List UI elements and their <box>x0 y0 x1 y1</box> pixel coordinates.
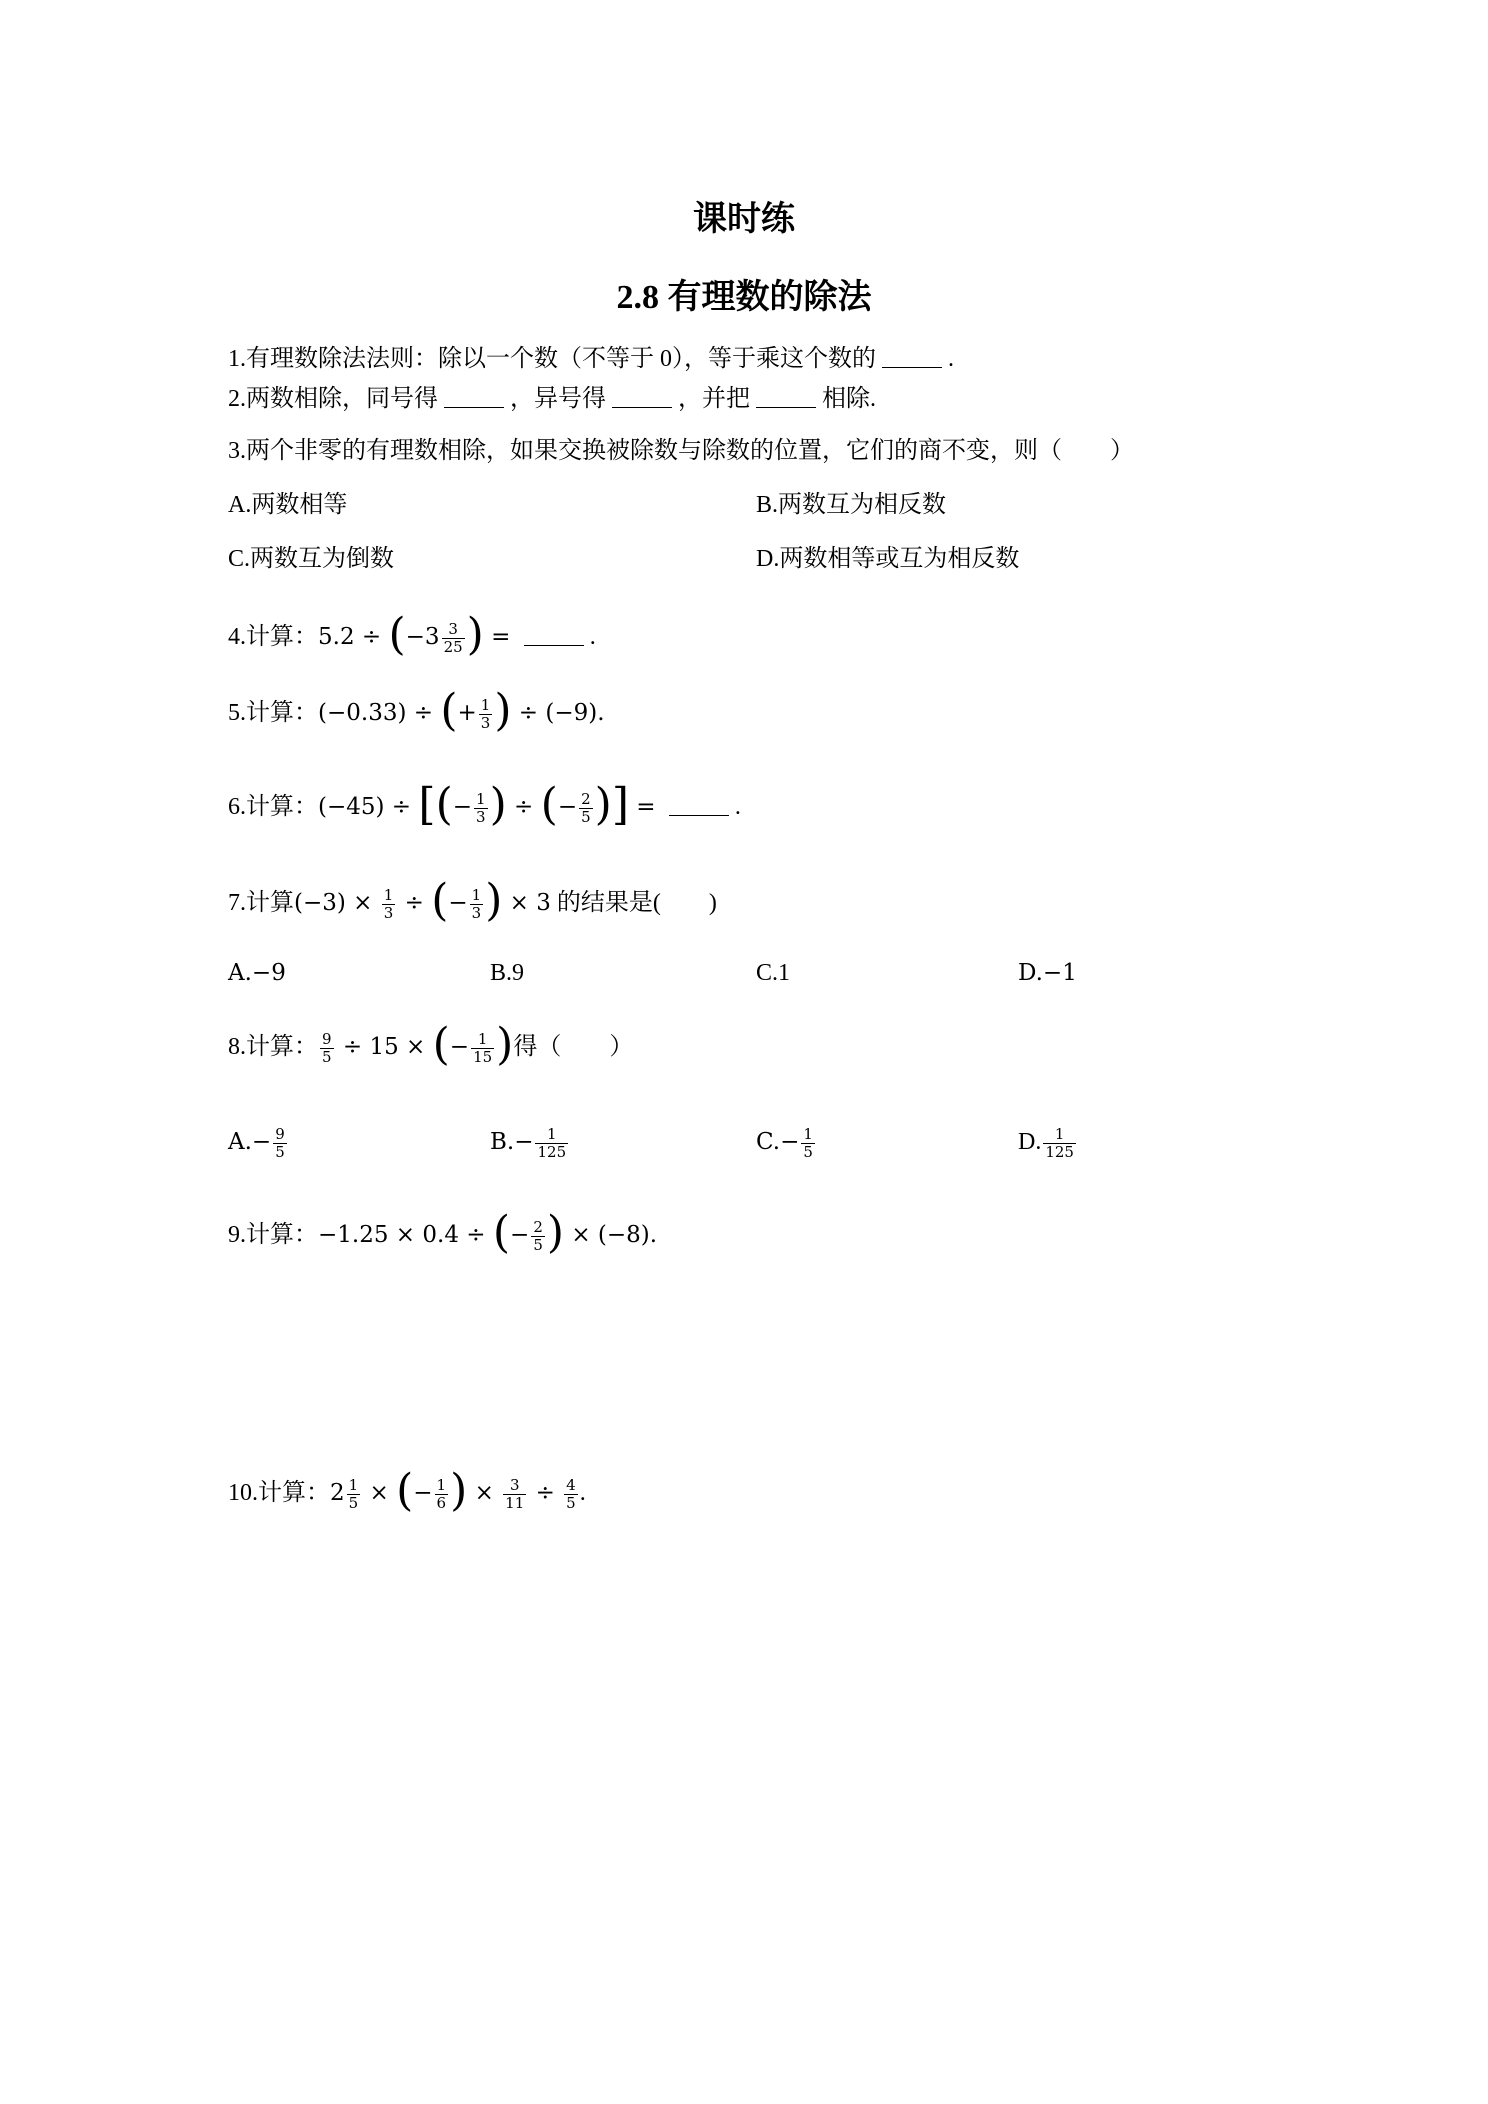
question-3: 3.两个非零的有理数相除，如果交换被除数与除数的位置，它们的商不变，则（ ） <box>228 438 1134 464</box>
fraction: $\frac{2}{5}$ <box>533 1217 543 1254</box>
answer-blank[interactable] <box>524 623 584 646</box>
question-4: 4.计算：5.2 ÷ (−3 $\frac{3}{25}$ ) = . <box>228 609 596 660</box>
answer-blank[interactable] <box>669 793 729 816</box>
answer-blank[interactable] <box>444 385 504 408</box>
q3-option-a[interactable]: A.两数相等 <box>228 492 348 518</box>
question-1: 1.有理数除法法则：除以一个数（不等于 0），等于乘这个数的 . <box>228 346 954 372</box>
fraction: $\frac{9}{5}$ <box>322 1029 332 1066</box>
q7-option-a[interactable]: A.−9 <box>228 960 286 986</box>
fraction: $\frac{1}{5}$ <box>348 1475 359 1512</box>
fraction: $\frac{3}{11}$ <box>505 1475 525 1512</box>
q7-option-b[interactable]: B.9 <box>490 960 525 986</box>
question-9: 9.计算：−1.25 × 0.4 ÷ (− $\frac{2}{5}$ ) × (−8). <box>228 1207 658 1258</box>
q8-option-b[interactable]: B.− $\frac{1}{125}$ <box>490 1125 567 1161</box>
question-8: 8.计算： $\frac{9}{5}$ ÷ 15 × (− $\frac{1}{15}$ )得（ ） <box>228 1019 634 1070</box>
q3-option-c[interactable]: C.两数互为倒数 <box>228 546 395 572</box>
answer-blank[interactable] <box>612 385 672 408</box>
fraction: $\frac{1}{3}$ <box>471 885 482 922</box>
q3-option-b[interactable]: B.两数互为相反数 <box>756 492 947 518</box>
fraction: $\frac{2}{5}$ <box>581 789 591 826</box>
q7-option-d[interactable]: D.−1 <box>1018 960 1077 986</box>
question-7: 7.计算(−3) × $\frac{1}{3}$ ÷ (− $\frac{1}{3}$ ) × 3 的结果是( ) <box>228 875 717 926</box>
q7-option-c[interactable]: C.1 <box>756 960 791 986</box>
question-1-text: 1.有理数除法法则：除以一个数（不等于 0），等于乘这个数的 <box>228 346 876 372</box>
q8-option-c[interactable]: C.− $\frac{1}{5}$ <box>756 1125 813 1161</box>
fraction: $\frac{1}{15}$ <box>473 1029 493 1066</box>
fraction: $\frac{1}{3}$ <box>476 789 486 826</box>
question-10: 10.计算：2 $\frac{1}{5}$ × (− $\frac{1}{6}$ ) × $\frac{3}{11}$ ÷ $\frac{4}{5}$ . <box>228 1465 586 1516</box>
page-title: 课时练 <box>693 201 795 238</box>
question-6: 6.计算：(−45) ÷ [(− $\frac{1}{3}$ ) ÷ (− $\frac{2}{5}$ )] = . <box>228 779 741 830</box>
fraction: $\frac{3}{25}$ <box>443 619 463 656</box>
q3-option-d[interactable]: D.两数相等或互为相反数 <box>756 546 1020 572</box>
answer-blank[interactable] <box>756 385 816 408</box>
fraction: $\frac{1}{3}$ <box>480 695 491 732</box>
question-2: 2.两数相除，同号得 ，异号得 ，并把 相除. <box>228 386 876 412</box>
fraction: $\frac{1}{3}$ <box>383 885 394 922</box>
question-5: 5.计算：(−0.33) ÷ (+ $\frac{1}{3}$ ) ÷ (−9). <box>228 685 605 736</box>
q8-option-d[interactable]: D. $\frac{1}{125}$ <box>1018 1125 1074 1161</box>
fraction: $\frac{1}{6}$ <box>436 1475 447 1512</box>
answer-blank[interactable] <box>882 345 942 368</box>
q8-option-a[interactable]: A.− $\frac{9}{5}$ <box>228 1125 285 1161</box>
section-title: 2.8 有理数的除法 <box>616 279 872 316</box>
fraction: $\frac{4}{5}$ <box>566 1475 576 1512</box>
